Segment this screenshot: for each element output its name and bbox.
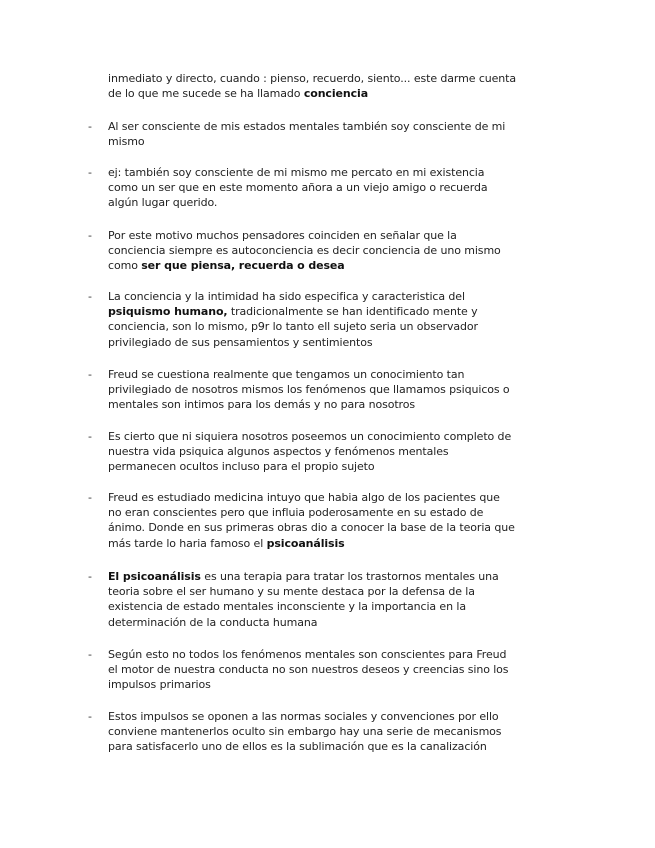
text-segment: teoria sobre el ser humano y su mente destaca por la defensa de la [108,585,475,599]
text-line [108,228,533,243]
text-segment: La conciencia y la intimidad ha sido especifica y caracteristica del [108,290,465,303]
text-line [108,335,533,350]
text-segment: mentales son intimos para los demás y no para nosotros [108,398,415,412]
text-line [108,647,533,662]
paragraph-0 [108,71,533,101]
bold-term: conciencia [303,87,369,101]
text-segment: impulsos primarios [108,678,211,692]
text-line [108,195,533,210]
text-segment: de lo que me sucede se ha llamado [108,87,304,101]
bullet-8: - [88,570,92,583]
paragraph-2 [108,165,533,211]
text-line [108,569,533,584]
text-line [108,739,533,754]
text-line [108,599,533,614]
text-line [108,119,533,134]
text-segment: privilegiado de nosotros mismos los fenómenos que llamamos psiquicos o [108,383,510,397]
text-line [108,536,533,551]
text-segment: permanecen ocultos incluso para el propio sujeto [108,460,375,474]
text-segment: nuestra vida psiquica algunos aspectos y fenómenos mentales [108,445,449,459]
text-segment: el motor de nuestra conducta no son nuestros deseos y creencias sino los [108,663,509,677]
text-segment: Al ser consciente de mis estados mentales también soy consciente de mi [108,120,506,133]
text-segment: ej: también soy consciente de mi mismo me percato en mi existencia [108,166,485,179]
text-segment: Es cierto que ni siquiera nosotros poseemos un conocimiento completo de [108,430,512,443]
text-segment: existencia de estado mentales inconsciente y la importancia en la [108,600,466,614]
text-line [108,662,533,677]
bullet-7: - [88,491,92,504]
bold-term: psicoanálisis [266,536,345,550]
paragraph-9 [108,647,533,693]
text-line [108,258,533,273]
bold-term: El psicoanálisis [108,570,201,583]
text-line [108,180,533,195]
text-line [108,86,533,101]
text-line [108,709,533,724]
text-line [108,367,533,382]
text-segment: Freud se cuestiona realmente que tengamos un conocimiento tan [108,368,465,381]
text-line [108,584,533,599]
text-segment: como [108,259,142,273]
text-segment: Según esto no todos los fenómenos mentales son conscientes para Freud [108,648,507,661]
text-segment: Freud es estudiado medicina intuyo que habia algo de los pacientes que [108,491,500,504]
text-line [108,724,533,739]
bullet-3: - [88,229,92,242]
text-segment: ánimo. Donde en sus primeras obras dio a conocer la base de la teoria que [108,521,515,535]
text-segment: Por este motivo muchos pensadores coinciden en señalar que la [108,229,457,242]
text-line [108,429,533,444]
text-line [108,304,533,319]
text-segment: es una terapia para tratar los trastornos mentales una [200,570,499,583]
text-line [108,382,533,397]
text-line [108,319,533,334]
text-segment: mismo [108,135,145,149]
text-line [108,71,533,86]
text-segment: determinación de la conducta humana [108,615,318,629]
bullet-9: - [88,648,92,661]
text-line [108,490,533,505]
text-segment: conciencia siempre es autoconciencia es decir conciencia de uno mismo [108,244,501,258]
text-line [108,505,533,520]
text-line [108,677,533,692]
text-line [108,289,533,304]
bullet-5: - [88,368,92,381]
bold-term: psiquismo humano, [108,305,228,319]
text-line [108,459,533,474]
paragraph-8 [108,569,533,630]
text-line [108,165,533,180]
text-line [108,397,533,412]
paragraph-7 [108,490,533,551]
paragraph-10 [108,709,533,755]
bullet-2: - [88,166,92,179]
paragraph-5 [108,367,533,413]
text-segment: para satisfacerlo uno de ellos es la sublimación que es la canalización [108,740,487,754]
bullet-6: - [88,430,92,443]
text-line [108,444,533,459]
text-segment: conviene mantenerlos oculto sin embargo hay una serie de mecanismos [108,725,502,739]
text-line [108,520,533,535]
text-segment: Estos impulsos se oponen a las normas sociales y convenciones por ello [108,710,499,723]
bullet-4: - [88,290,92,303]
text-line [108,615,533,630]
text-segment: algún lugar querido. [108,196,218,210]
paragraph-4 [108,289,533,350]
bullet-1: - [88,120,92,133]
text-segment: más tarde lo haria famoso el [108,536,267,550]
text-segment: tradicionalmente se han identificado mente y [227,305,478,319]
text-segment: inmediato y directo, cuando : pienso, recuerdo, siento... este darme cuenta [108,72,517,85]
text-segment: conciencia, son lo mismo, p9r lo tanto ell sujeto seria un observador [108,320,478,334]
text-line [108,243,533,258]
text-segment: privilegiado de sus pensamientos y sentimientos [108,335,373,349]
paragraph-1 [108,119,533,149]
paragraph-6 [108,429,533,475]
text-line [108,134,533,149]
bold-term: ser que piensa, recuerda o desea [141,259,345,273]
paragraph-3 [108,228,533,274]
text-segment: como un ser que en este momento añora a un viejo amigo o recuerda [108,181,488,195]
text-segment: no eran conscientes pero que influia poderosamente en su estado de [108,506,484,520]
bullet-10: - [88,710,92,723]
